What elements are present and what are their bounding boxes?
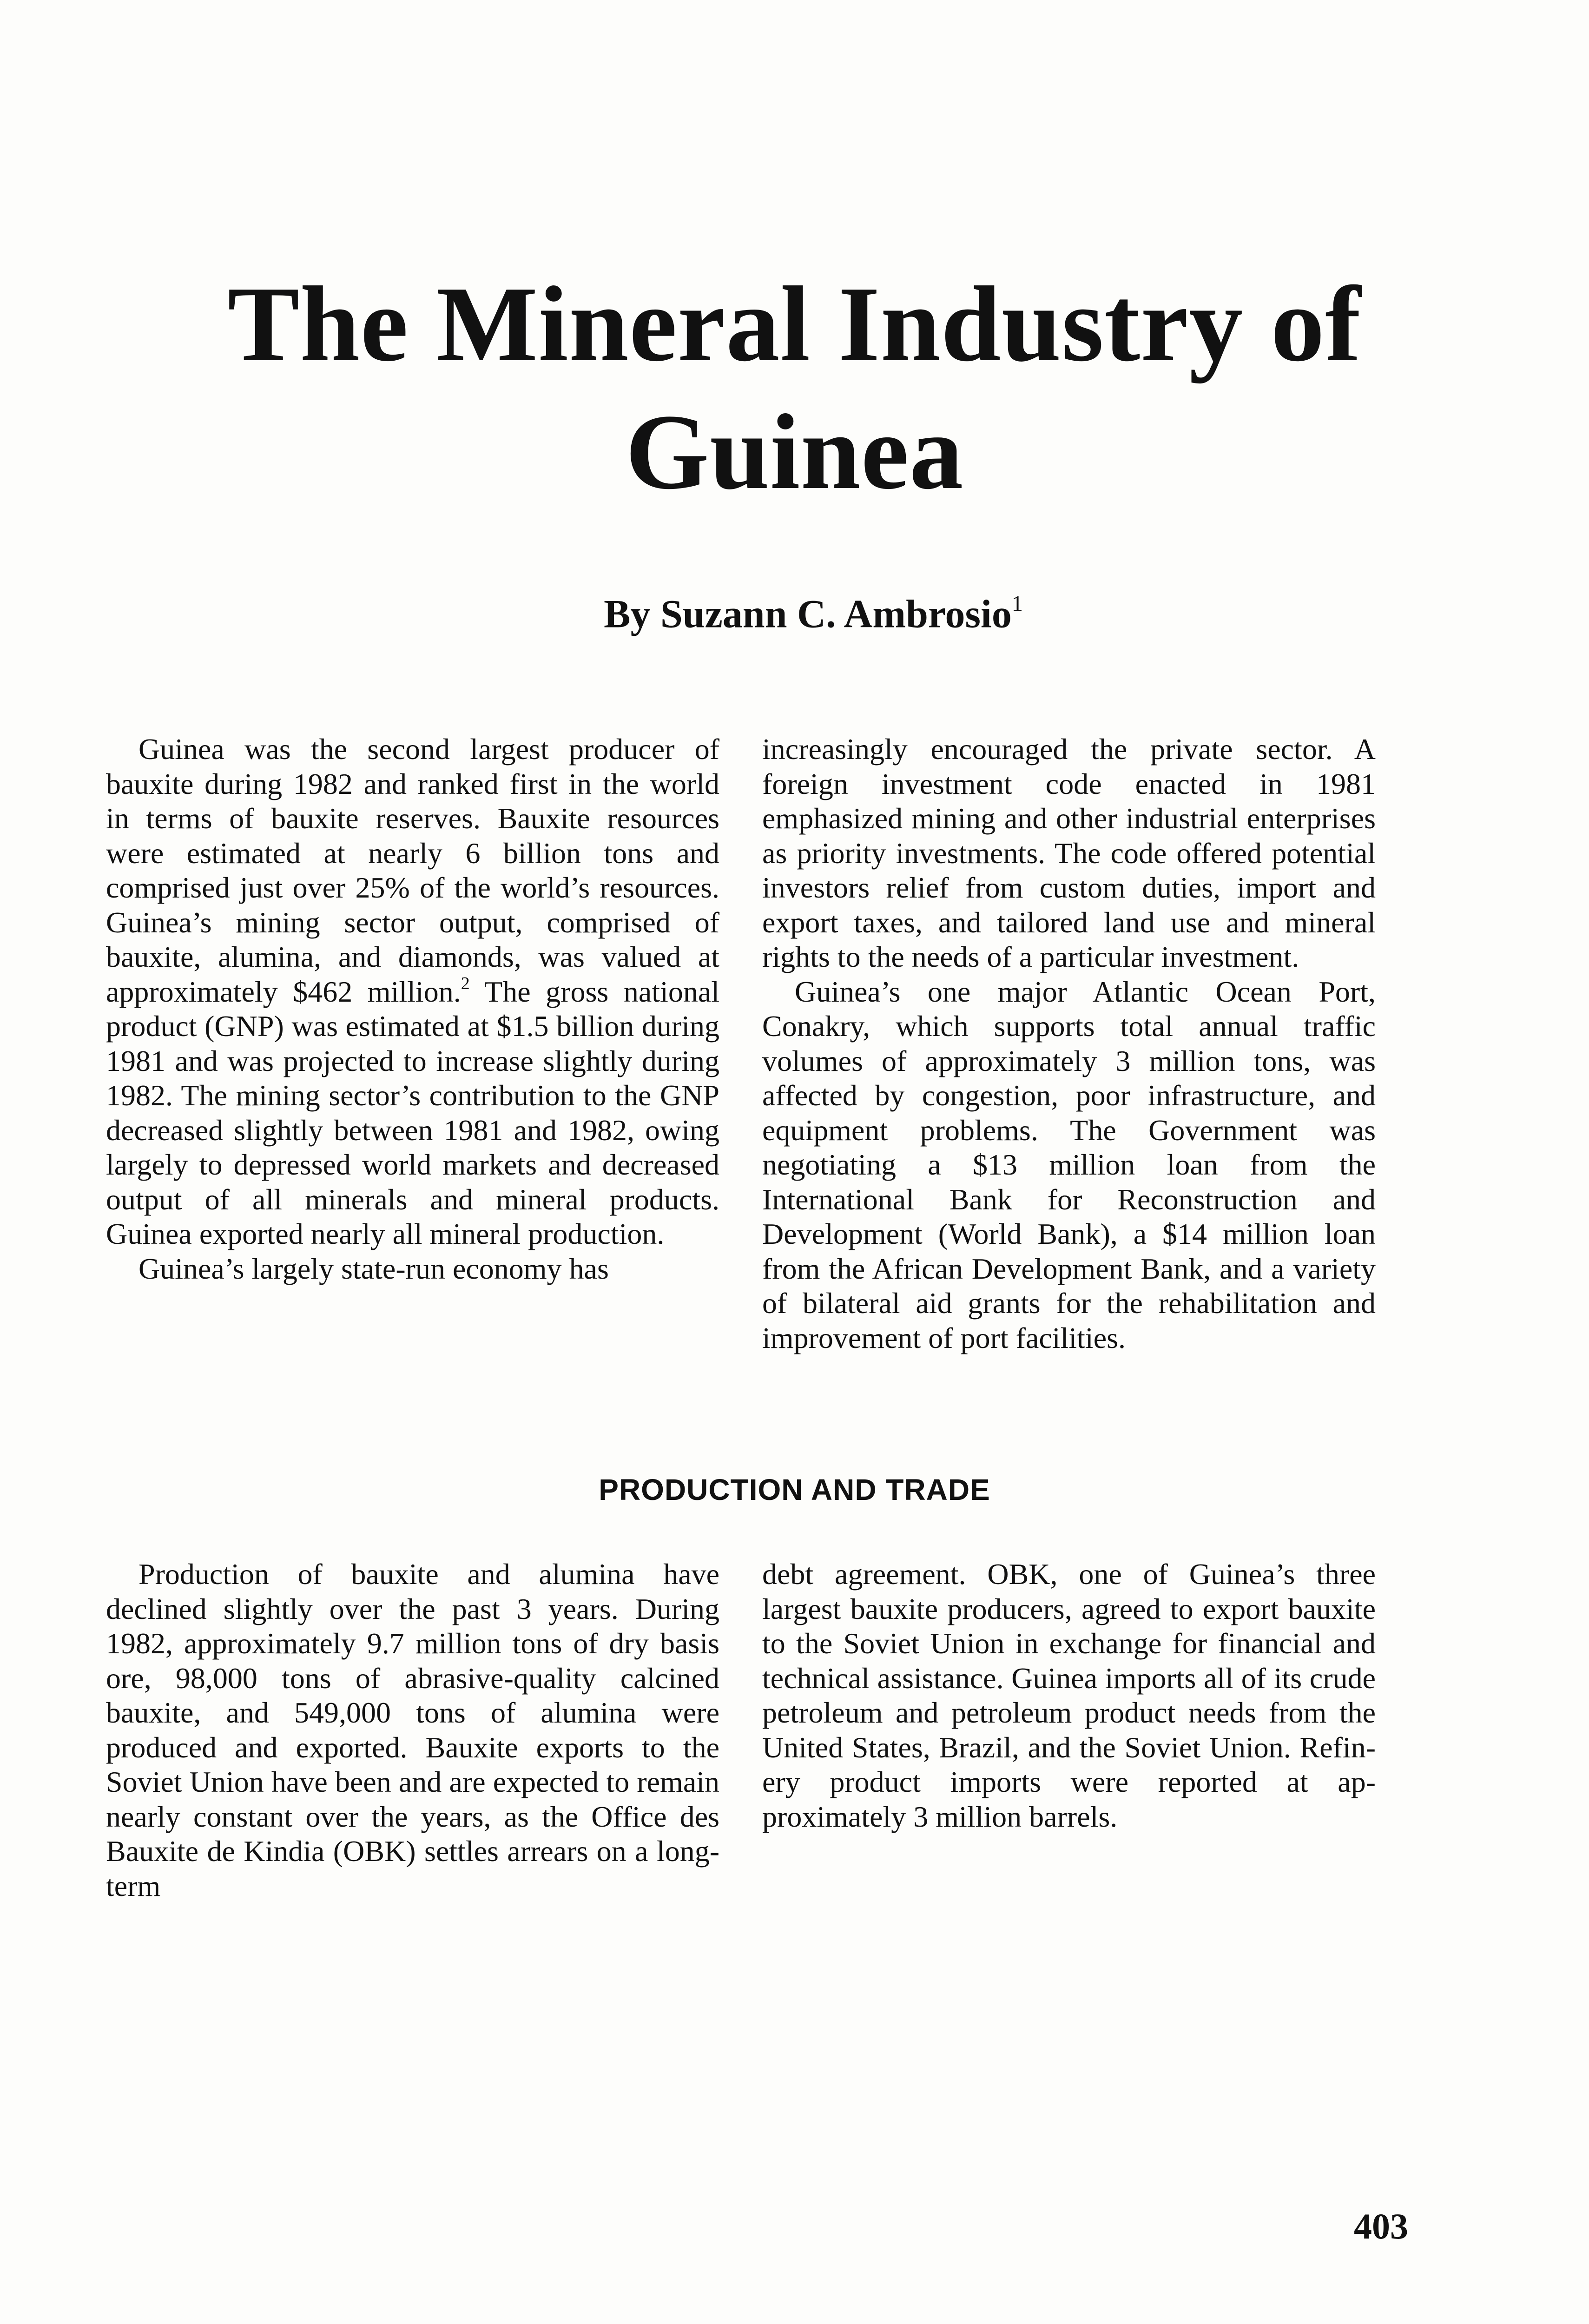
production-left-column: [106, 1557, 719, 1903]
title-line-1: The Mineral Industry of: [227, 264, 1362, 384]
footnote-mark-2: 2: [461, 974, 470, 994]
intro-paragraph-1: [106, 732, 719, 1252]
page-number: 403: [1354, 2206, 1408, 2246]
byline-footnote-mark: 1: [1011, 591, 1023, 616]
intro-paragraph-2: Guinea’s largely state-run economy has: [138, 1252, 609, 1285]
intro-paragraph-2-continued: increasingly encouraged the private sector. A foreign investment code enacted in 1981 emphasized mining and other industrial enterprises as priority investments. The code offered potential investors relief from custom duties, import and export taxes, and tailored land use and mineral rights to the needs of a particular investment.: [762, 733, 1376, 973]
title-line-2: Guinea: [625, 392, 964, 512]
author-byline: [465, 581, 1162, 640]
production-paragraph-1: Production of bauxite and alumina have declined slightly over the past 3 years. During 1982, approximately 9.7 million tons of dry basis ore, 98,000 tons of abrasive-quality calcined bauxite, and 549,000 tons of alumina were produced and exported. Bauxite exports to the Soviet Union have been and are expected to remain nearly constant over the years, as the Office des Bauxite de Kindia (OBK) settles arrears on a long-term: [106, 1558, 719, 1902]
byline-text: By Suzann C. Ambrosio: [604, 591, 1012, 636]
intro-paragraph-1-part-b: The gross national product (GNP) was estimated at $1.5 billion during 1981 and was projected to increase slightly during 1982. The mining sector’s contribution to the GNP decreased slightly between 1981 and 1982, owing largely to depressed world markets and decreased output of all minerals and mineral products. Guinea exported nearly all mineral production.: [106, 975, 719, 1250]
intro-paragraph-3: Guinea’s one major Atlantic Ocean Port, Conakry, which supports total annual traffic volumes of approximately 3 million tons, was affected by congestion, poor infrastructure, and equipment problems. The Government was negotiating a $13 million loan from the International Bank for Reconstruction and Development (World Bank), a $14 million loan from the African Development Bank, and a variety of bilateral aid grants for the rehabilitation and improvement of port facilities.: [762, 975, 1376, 1354]
intro-paragraph-1-part-a: Guinea was the second largest producer of bauxite during 1982 and ranked first in the world in terms of bauxite reserves. Bauxite resources were estimated at nearly 6 billion tons and comprised just over 25% of the world’s resources. Guinea’s mining sector output, comprised of bauxite, alumina, and diamonds, was valued at approximately $462 million.: [106, 733, 719, 1008]
article-title: [0, 260, 1589, 516]
intro-right-column: [762, 732, 1376, 1355]
production-paragraph-1-continued: debt agreement. OBK, one of Guinea’s three largest bauxite producers, agreed to export bauxite to the Soviet Union in exchange for financial and technical assistance. Guinea imports all of its crude petroleum and petroleum product needs from the United States, Brazil, and the Soviet Union. Refinery product imports were reported at approximately 3 million barrels.: [762, 1558, 1376, 1833]
intro-left-column: [106, 732, 719, 1286]
production-right-column: [762, 1557, 1376, 1834]
section-heading: PRODUCTION AND TRADE: [599, 1473, 990, 1506]
